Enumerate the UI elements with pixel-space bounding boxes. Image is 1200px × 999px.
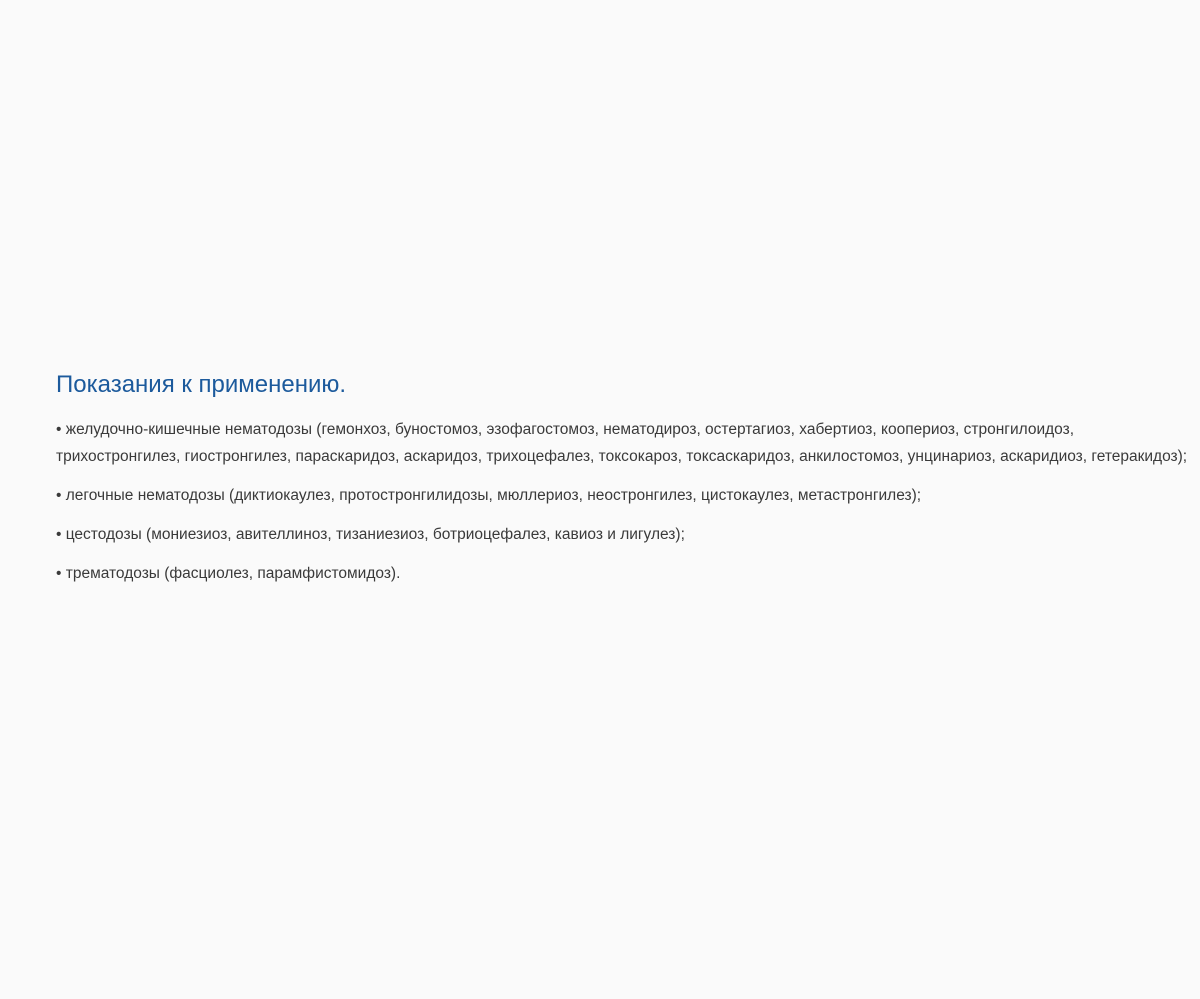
section-title: Показания к применению. — [56, 371, 347, 398]
indications-list — [56, 416, 1192, 587]
indication-pulmonary-nematodoses: • легочные нематодозы (диктиокаулез, протостронгилидозы, мюллериоз, неостронгилез, цистокаулез, метастронгилез); — [56, 487, 922, 504]
indication-gastrointestinal-nematodoses: • желудочно-кишечные нематодозы (гемонхоз, буностомоз, эзофагостомоз, нематодироз, остертагиоз, хабертиоз, коопериоз, стронгилоидоз, трихостронгилез, гиостронгилез, параскаридоз, аскаридоз, трихоцефалез, токсокароз, токсаскаридоз, анкилостомоз, унцинариоз, аскаридиоз, гетеракидоз); — [56, 421, 1188, 465]
indication-trematodoses: • трематодозы (фасциолез, парамфистомидоз). — [56, 565, 401, 582]
indication-cestodoses: • цестодозы (мониезиоз, авителлиноз, тизаниезиоз, ботриоцефалез, кавиоз и лигулез); — [56, 526, 685, 543]
indications-section — [56, 368, 1192, 599]
